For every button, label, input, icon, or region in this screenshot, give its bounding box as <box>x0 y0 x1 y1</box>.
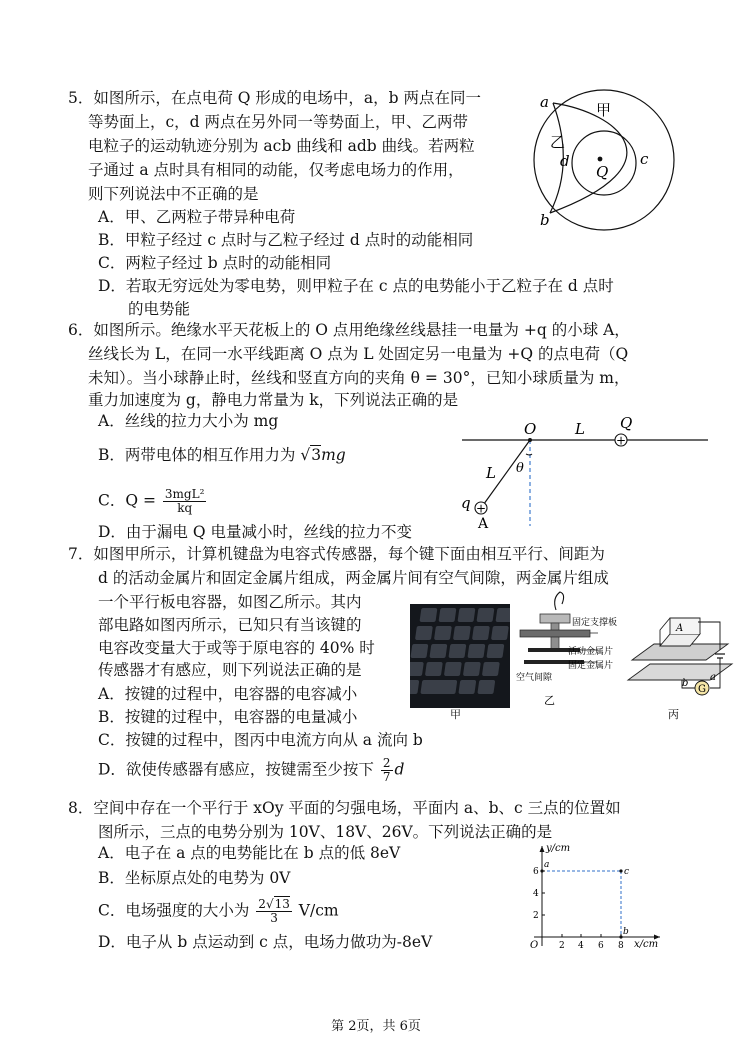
q6-option-c-fraction <box>163 488 206 515</box>
q7-stem-line-5: 电容改变量大于或等于原电容的 40% 时 <box>98 639 375 657</box>
label-jia: 甲 <box>596 101 612 119</box>
q8-option-d: D．电子从 b 点运动到 c 点，电场力做功为-8eV <box>98 933 433 951</box>
label-d: d <box>560 152 570 170</box>
origin-label: O <box>530 940 539 951</box>
q7-option-d-prefix: D．欲使传感器有感应，按键需至少按下 <box>98 760 379 779</box>
label-bing: 丙 <box>668 708 679 721</box>
angle-arc <box>526 454 532 455</box>
q6-option-b-suffix: mg <box>321 446 346 464</box>
y-tick-2: 2 <box>533 911 539 921</box>
q7-figure-jia-keyboard-photo <box>410 604 510 708</box>
label-q-big: Q <box>620 414 633 432</box>
q8-option-c-suffix: V/cm <box>293 901 339 920</box>
q8-stem-line-1: 8．空间中存在一个平行于 xOy 平面的匀强电场，平面内 a、b、c 三点的位置如 <box>68 799 621 817</box>
q7-option-d-suffix: d <box>394 760 405 779</box>
label-a: a <box>540 93 549 111</box>
q6-option-d: D．由于漏电 Q 电量减小时，丝线的拉力不变 <box>98 523 412 541</box>
q6-option-c-prefix: C．Q = <box>98 491 161 510</box>
q7-figure-jia-caption: 甲 <box>450 708 461 721</box>
label-point-c: c <box>624 867 630 877</box>
q7-option-d <box>98 757 404 784</box>
charge-q-plus: + <box>615 433 627 448</box>
label-q-small: q <box>461 494 471 512</box>
label-support: 固定支撑板 <box>572 618 618 628</box>
q5-stem-line-2: 等势面上，c，d 两点在另外同一等势面上，甲、乙两带 <box>88 113 469 131</box>
q6-stem-line-4: 重力加速度为 g，静电力常量为 k，下列说法正确的是 <box>88 391 459 409</box>
key-cap <box>540 614 570 623</box>
x-tick-2: 2 <box>559 941 565 951</box>
label-gap: 空气间隙 <box>516 673 553 683</box>
label-o: O <box>524 420 537 438</box>
support-plate <box>520 630 590 637</box>
q7-stem-line-6: 传感器才有感应，则下列说法正确的是 <box>98 661 362 679</box>
label-b: b <box>682 678 689 689</box>
q8-figure-coordinate-plane <box>520 840 670 952</box>
q8-option-c-fraction <box>256 898 292 925</box>
y-axis-label: y/cm <box>546 843 571 854</box>
q7-figure-yi-key-structure <box>514 588 624 708</box>
label-key-a: A <box>676 623 684 634</box>
q8-option-a: A．电子在 a 点的电势能比在 b 点的低 8eV <box>98 844 401 862</box>
q7-stem-line-4: 部电路如图丙所示，已知只有当该键的 <box>98 616 362 634</box>
q5-option-d: D．若取无穷远处为零电势，则甲粒子在 c 点的电势能小于乙粒子在 d 点时 <box>98 277 614 295</box>
q6-option-b-prefix: B．两带电体的相互作用力为 <box>98 446 301 464</box>
q6-stem-line-3: 未知）。当小球静止时，丝线和竖直方向的夹角 θ = 30°，已知小球质量为 m， <box>88 369 630 387</box>
label-c: c <box>640 150 649 168</box>
q7-d-denominator: 7 <box>382 770 391 784</box>
label-point-a: a <box>544 860 550 870</box>
label-a: a <box>710 672 716 683</box>
point-o <box>528 438 532 442</box>
q8-c-root: 13 <box>274 897 290 911</box>
y-tick-6: 6 <box>533 867 539 877</box>
q7-d-numerator: 2 <box>382 756 391 770</box>
x-tick-6: 6 <box>598 941 604 951</box>
page-footer: 第 2页，共 6页 <box>331 1019 421 1034</box>
q6-stem-line-1: 6．如图所示。绝缘水平天花板上的 O 点用绝缘丝线悬挂一电量为 +q 的小球 A， <box>68 321 630 339</box>
label-fixed: 固定金属片 <box>568 661 614 671</box>
q5-stem-line-5: 则下列说法中不正确的是 <box>88 185 259 203</box>
q6-c-denominator: kq <box>177 501 193 515</box>
q8-stem-line-2: 图所示，三点的电势分别为 10V、18V、26V。下列说法正确的是 <box>98 823 553 841</box>
point-c <box>619 869 622 872</box>
q7-figure-bing-circuit <box>624 598 740 724</box>
q5-option-b: B．甲粒子经过 c 点时与乙粒子经过 d 点时的动能相同 <box>98 231 474 249</box>
label-l-side: L <box>486 464 496 482</box>
q5-option-c: C．两粒子经过 b 点时的动能相同 <box>98 254 332 272</box>
q8-c-numerator: 2√13 <box>258 897 290 911</box>
q8-option-c <box>98 898 339 925</box>
q6-c-numerator: 3mgL² <box>164 487 205 501</box>
label-l-top: L <box>575 420 585 438</box>
q6-option-b-root: 3 <box>311 446 322 464</box>
q6-stem-line-2: 丝线长为 L，在同一水平线距离 O 点为 L 处固定另一电量为 +Q 的点电荷（Q <box>88 345 629 363</box>
q7-stem-line-3: 一个平行板电容器，如图乙所示。其内 <box>98 593 362 611</box>
q5-stem-line-1: 5．如图所示，在点电荷 Q 形成的电场中，a，b 两点在同一 <box>68 89 482 107</box>
q5-figure-equipotentials <box>530 85 690 235</box>
q5-stem-line-3: 电粒子的运动轨迹分别为 acb 曲线和 adb 曲线。若两粒 <box>88 137 475 155</box>
y-tick-4: 4 <box>533 889 539 899</box>
q7-option-d-fraction <box>381 757 393 784</box>
q8-option-c-prefix: C．电场强度的大小为 <box>98 901 255 920</box>
q8-option-b: B．坐标原点处的电势为 0V <box>98 869 291 887</box>
x-axis-label: x/cm <box>634 939 659 950</box>
q5-stem-line-4: 子通过 a 点时具有相同的动能，仅考虑电场力的作用， <box>88 161 464 179</box>
ball-a-plus: + <box>475 501 487 516</box>
q8-c-denominator: 3 <box>270 911 278 925</box>
label-b: b <box>540 211 550 229</box>
q6-figure-pendulum <box>458 414 713 530</box>
label-g: G <box>698 684 706 695</box>
q8-c-coef: 2 <box>258 897 266 911</box>
label-theta: θ <box>516 461 524 476</box>
x-tick-8: 8 <box>618 941 624 951</box>
label-q: Q <box>596 163 609 181</box>
q7-option-a: A．按键的过程中，电容器的电容减小 <box>98 685 358 703</box>
sqrt-sign: √ <box>300 446 311 464</box>
label-yi: 乙 <box>544 694 555 707</box>
q6-option-c <box>98 488 208 515</box>
q7-stem-line-1: 7．如图甲所示，计算机键盘为电容式传感器，每个键下面由相互平行、间距为 <box>68 545 605 563</box>
label-moving: 活动金属片 <box>568 647 614 657</box>
bottom-plate <box>628 664 732 680</box>
q7-option-b: B．按键的过程中，电容器的电量减小 <box>98 708 358 726</box>
q7-option-c: C．按键的过程中，图丙中电流方向从 a 流向 b <box>98 731 423 749</box>
x-tick-4: 4 <box>578 941 584 951</box>
q5-option-a: A．甲、乙两粒子带异种电荷 <box>98 208 296 226</box>
finger-icon <box>555 592 564 610</box>
charge-q-dot <box>598 157 603 162</box>
q7-stem-line-2: d 的活动金属片和固定金属片组成，两金属片间有空气间隙，两金属片组成 <box>98 569 609 587</box>
q6-option-a: A．丝线的拉力大小为 mg <box>98 412 279 430</box>
label-point-b: b <box>623 927 629 937</box>
q6-option-b <box>98 444 346 466</box>
label-ball-a: A <box>478 516 489 530</box>
label-yi: 乙 <box>550 133 566 151</box>
q5-option-d-cont: 的电势能 <box>128 300 191 318</box>
